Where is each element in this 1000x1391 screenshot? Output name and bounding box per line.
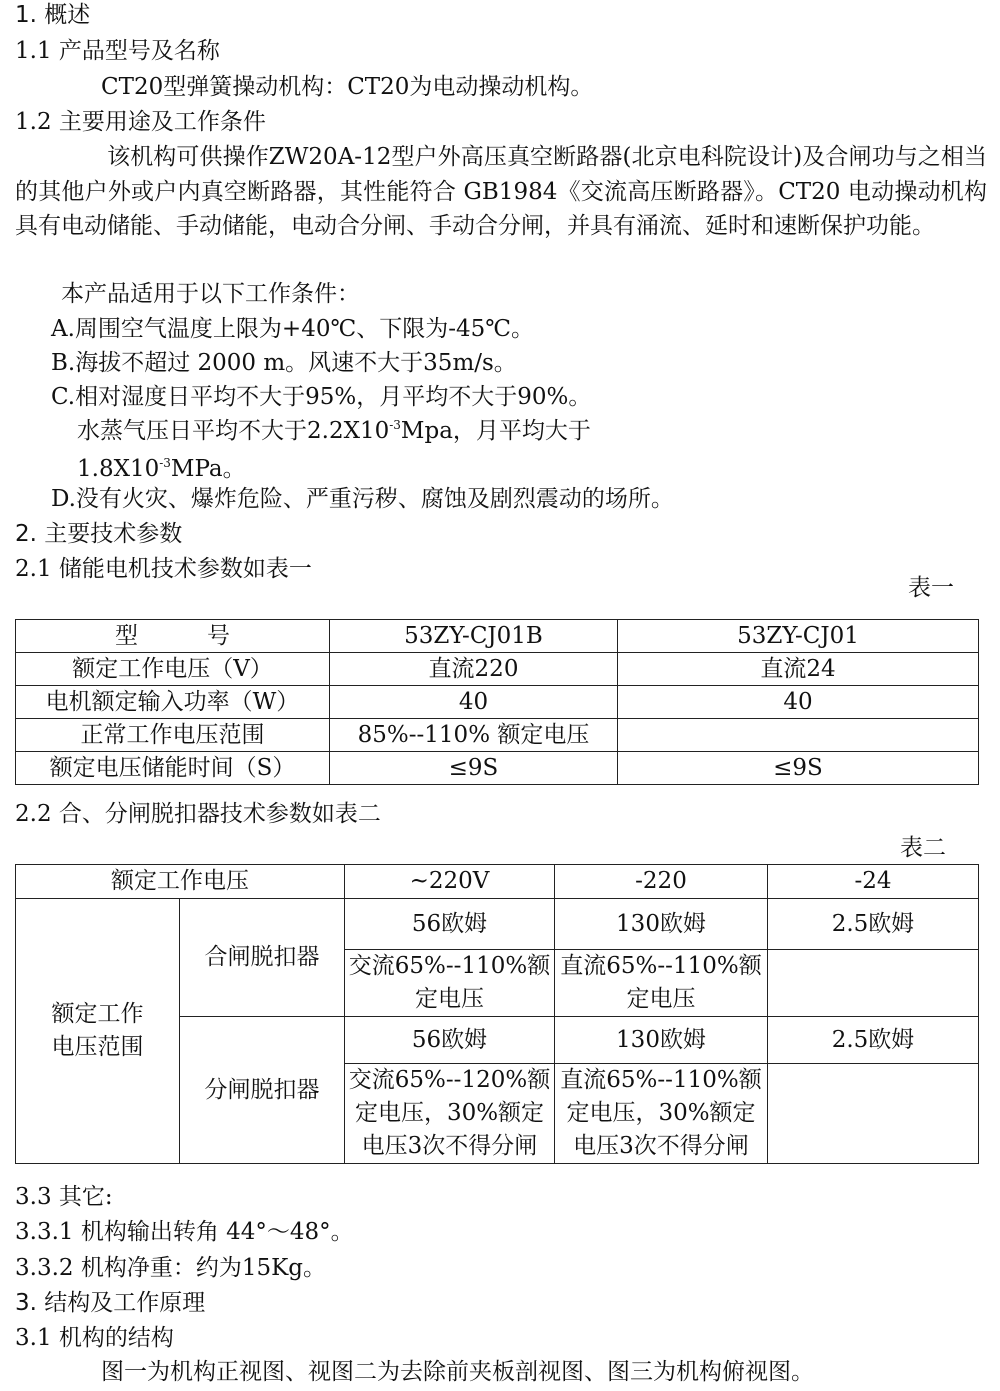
section-3-heading: 3. 结构及工作原理 [15, 1290, 206, 1316]
table-1-header-col2: 53ZY-CJ01 [618, 620, 979, 653]
vapor-pressure-line-1 [77, 414, 591, 448]
table-cell: 2.5欧姆 [768, 899, 979, 950]
table-row [16, 865, 979, 899]
table-cell: 正常工作电压范围 [16, 719, 330, 752]
close-release-label: 合闸脱扣器 [180, 899, 345, 1017]
table-cell [618, 719, 979, 752]
condition-d: D.没有火灾、爆炸危险、严重污秽、腐蚀及剧烈震动的场所。 [51, 486, 674, 512]
table-row [16, 752, 979, 785]
section-3-1-heading: 3.1 机构的结构 [15, 1325, 174, 1351]
section-2-2-heading: 2.2 合、分闸脱扣器技术参数如表二 [15, 801, 381, 827]
voltage-range-label: 额定工作 电压范围 [16, 899, 180, 1164]
table-1-header-col1: 53ZY-CJ01B [330, 620, 618, 653]
table-2-header-ac: ~220V [345, 865, 555, 899]
table-1-caption: 表一 [908, 575, 954, 601]
table-row [16, 653, 979, 686]
vapor1-post: Mpa，月平均大于 [400, 418, 591, 444]
usage-paragraph-text: 该机构可供操作ZW20A-12型户外高压真空断路器(北京电科院设计)及合闸功与之相当的其他户外或户内真空断路器，其性能符合 GB1984《交流高压断路器》。CT20 电动操动机构具有电动储能、手动储能，电动合分闸、手动合分闸，并具有涌流、延时和速断保护功能。 [15, 144, 987, 239]
output-angle-item: 3.3.1 机构输出转角 44°～48°。 [15, 1219, 354, 1245]
condition-b: B.海拔不超过 2000 m。风速不大于35m/s。 [51, 350, 517, 376]
table-cell: ≤9S [330, 752, 618, 785]
table-cell: 交流65%--120%额定电压，30%额定电压3次不得分闸 [345, 1064, 555, 1164]
table-2-header-label: 额定工作电压 [16, 865, 345, 899]
table-cell: ≤9S [618, 752, 979, 785]
table-cell [768, 1064, 979, 1164]
table-cell: 额定工作电压（V） [16, 653, 330, 686]
section-2-1-heading: 2.1 储能电机技术参数如表一 [15, 556, 312, 582]
condition-c: C.相对湿度日平均不大于95%，月平均不大于90%。 [51, 384, 592, 410]
table-cell: 直流24 [618, 653, 979, 686]
table-1-header-model: 型 号 [16, 620, 330, 653]
conditions-intro: 本产品适用于以下工作条件： [61, 281, 360, 307]
section-2-heading: 2. 主要技术参数 [15, 521, 183, 547]
figure-description: 图一为机构正视图、视图二为去除前夹板剖视图、图三为机构俯视图。 [101, 1359, 814, 1385]
table-row [16, 686, 979, 719]
table-cell: 交流65%--110%额定电压 [345, 950, 555, 1017]
section-1-heading: 1. 概述 [15, 2, 91, 28]
table-2-header-dc24: -24 [768, 865, 979, 899]
table-cell: 85%--110% 额定电压 [330, 719, 618, 752]
vapor1-exponent: -3 [389, 418, 401, 432]
table-cell: 130欧姆 [555, 899, 768, 950]
table-2-header-dc220: -220 [555, 865, 768, 899]
table-cell: 40 [330, 686, 618, 719]
vapor-pressure-line-2 [77, 452, 246, 486]
table-cell: 2.5欧姆 [768, 1017, 979, 1064]
condition-a: A.周围空气温度上限为+40℃、下限为-45℃。 [51, 316, 534, 342]
table-cell: 直流65%--110%额定电压，30%额定电压3次不得分闸 [555, 1064, 768, 1164]
table-row [16, 719, 979, 752]
motor-parameters-table [15, 619, 979, 785]
vapor2-pre: 1.8X10 [77, 456, 160, 482]
section-1-2-heading: 1.2 主要用途及工作条件 [15, 109, 266, 135]
vapor2-post: MPa。 [170, 456, 246, 482]
section-1-1-heading: 1.1 产品型号及名称 [15, 38, 220, 64]
net-weight-item: 3.3.2 机构净重：约为15Kg。 [15, 1255, 327, 1281]
table-cell: 电机额定输入功率（W） [16, 686, 330, 719]
section-3-3-heading: 3.3 其它: [15, 1184, 113, 1210]
table-cell: 40 [618, 686, 979, 719]
table-cell: 直流65%--110%额定电压 [555, 950, 768, 1017]
product-model-text: CT20型弹簧操动机构：CT20为电动操动机构。 [101, 74, 594, 100]
table-2-caption: 表二 [900, 835, 946, 861]
usage-paragraph [15, 140, 987, 244]
vapor1-pre: 水蒸气压日平均不大于2.2X10 [77, 418, 390, 444]
table-row [16, 620, 979, 653]
vapor2-exponent: -3 [159, 456, 171, 470]
table-cell: 130欧姆 [555, 1017, 768, 1064]
open-release-label: 分闸脱扣器 [180, 1017, 345, 1164]
table-cell [768, 950, 979, 1017]
table-row [16, 899, 979, 950]
table-cell: 56欧姆 [345, 899, 555, 950]
table-cell: 直流220 [330, 653, 618, 686]
release-parameters-table [15, 864, 979, 1164]
table-cell: 额定电压储能时间（S） [16, 752, 330, 785]
table-cell: 56欧姆 [345, 1017, 555, 1064]
